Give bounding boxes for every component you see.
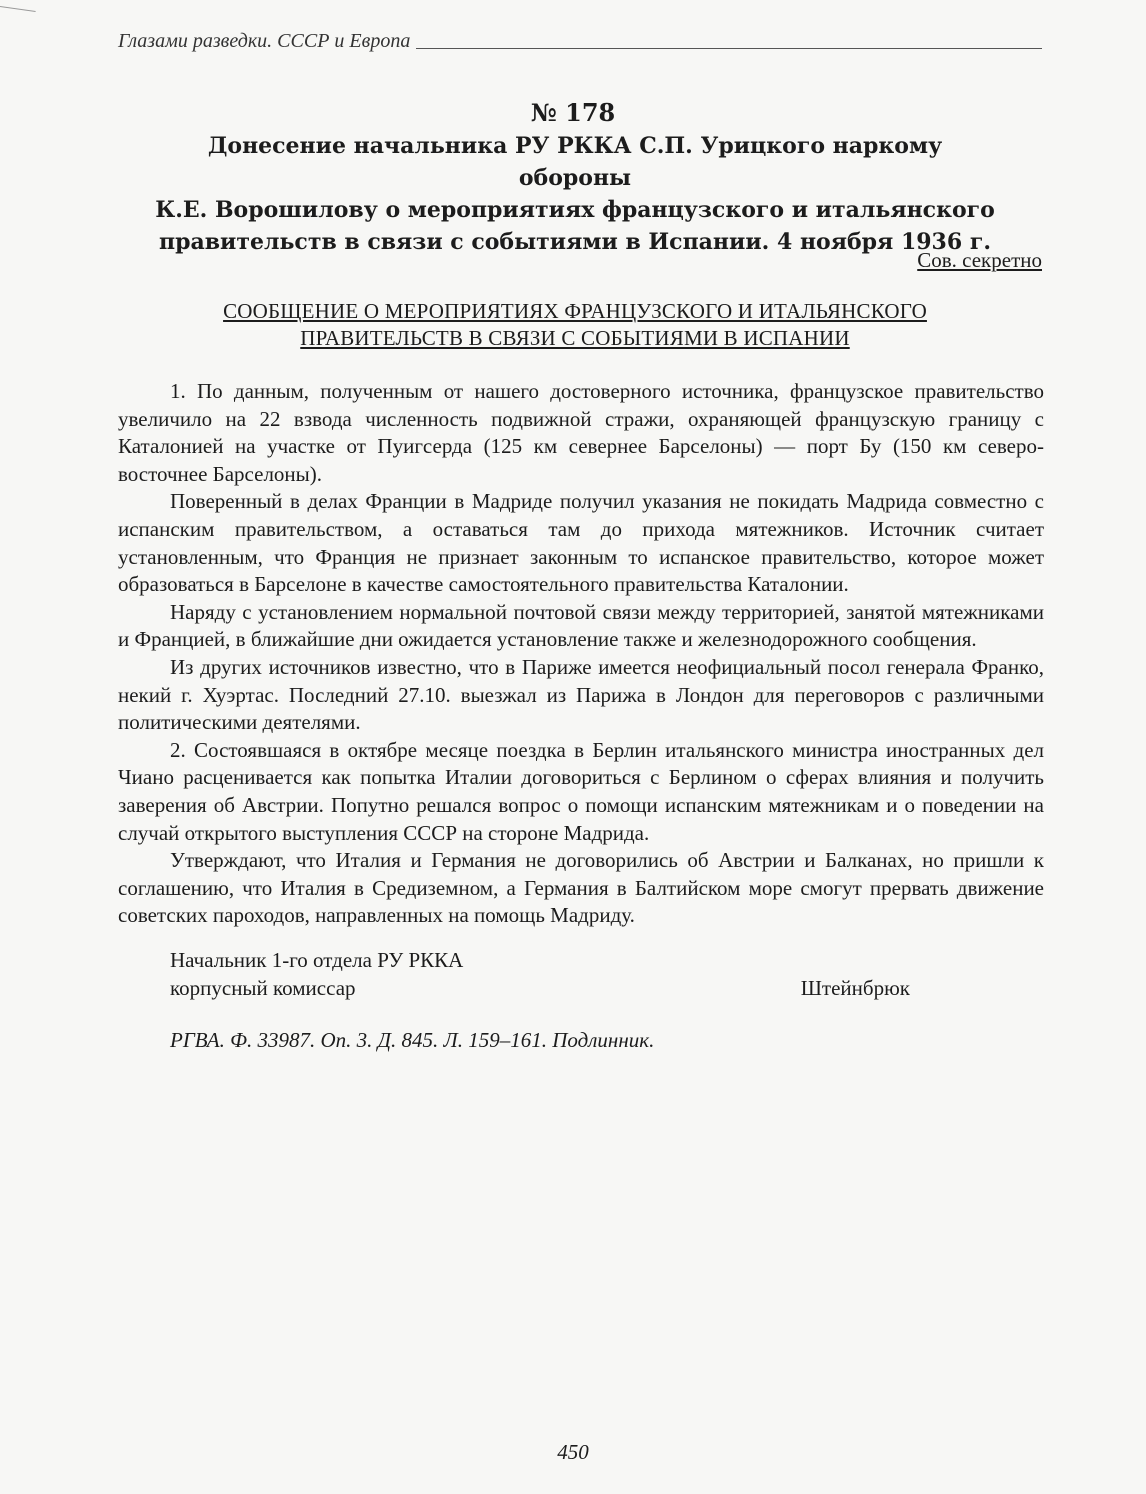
signature-rank: корпусный комиссар [170, 976, 356, 1000]
archive-reference: РГВА. Ф. 33987. Оп. 3. Д. 845. Л. 159–161. Подлинник. [170, 1028, 655, 1052]
paragraph: 1. По данным, полученным от нашего достоверного источника, французское правительство увеличило на 22 взвода численность подвижной стражи, охраняющей французскую границу с Каталонией на участке от Пуигсерда (125 км севернее Барселоны) — порт Бу (150 км северо-восточнее Барселоны). [118, 379, 1044, 486]
paragraph: Наряду с установлением нормальной почтовой связи между территорией, занятой мятежниками и Францией, в ближайшие дни ожидается установление также и железнодорожного сообщения. [118, 599, 1044, 652]
signature-position: Начальник 1-го отдела РУ РККА [170, 948, 464, 972]
header-rule [416, 48, 1042, 49]
subject-line: ПРАВИТЕЛЬСТВ В СВЯЗИ С СОБЫТИЯМИ В ИСПАНИИ [300, 326, 850, 350]
title-line: Донесение начальника РУ РККА С.П. Урицкого наркому обороны [207, 133, 943, 191]
document-title [150, 130, 1000, 258]
title-line: правительств в связи с событиями в Испании. 4 ноября 1936 г. [159, 229, 991, 255]
classification-stamp: Сов. секретно [917, 248, 1042, 272]
subject-line: СООБЩЕНИЕ О МЕРОПРИЯТИЯХ ФРАНЦУЗСКОГО И ИТАЛЬЯНСКОГО [223, 299, 927, 323]
paragraph: 2. Состоявшаяся в октябре месяце поездка в Берлин итальянского министра иностранных дел Чиано расценивается как попытка Италии договориться с Берлином о сферах влияния и получить заверения об Австрии. Попутно решался вопрос о помощи испанским мятежникам и о поведении на случай открытого выступления СССР на стороне Мадрида. [118, 737, 1044, 845]
paragraph: Из других источников известно, что в Париже имеется неофициальный посол генерала Франко, некий г. Хуэртас. Последний 27.10. выезжал из Парижа в Лондон для переговоров с различными политическими деятелями. [118, 654, 1044, 735]
running-header [118, 30, 1042, 53]
signature-name: Штейнбрюк [800, 976, 910, 1000]
signature-block [170, 946, 910, 1002]
scan-corner-mark [0, 6, 36, 26]
signature-rank-line [170, 974, 910, 1002]
subject-heading [150, 298, 1000, 352]
body-text [118, 378, 1044, 930]
title-line: К.Е. Ворошилову о мероприятиях французского и итальянского [155, 197, 995, 223]
paragraph: Поверенный в делах Франции в Мадриде получил указания не покидать Мадрида совместно с испанским правительством, а оставаться там до прихода мятежников. Источник считает установленным, что Франция не признает законным то испанское правительство, которое может образоваться в Барселоне в качестве самостоятельного правительства Каталонии. [118, 489, 1044, 597]
document-number: № 178 [530, 98, 616, 127]
page-number: 450 [557, 1440, 589, 1464]
paragraph: Утверждают, что Италия и Германия не договорились об Австрии и Балканах, но пришли к соглашению, что Италия в Средиземном, а Германия в Балтийском море смогут прервать движение советских пароходов, направленных на помощь Мадриду. [118, 848, 1044, 928]
running-title: Глазами разведки. СССР и Европа [118, 30, 411, 52]
